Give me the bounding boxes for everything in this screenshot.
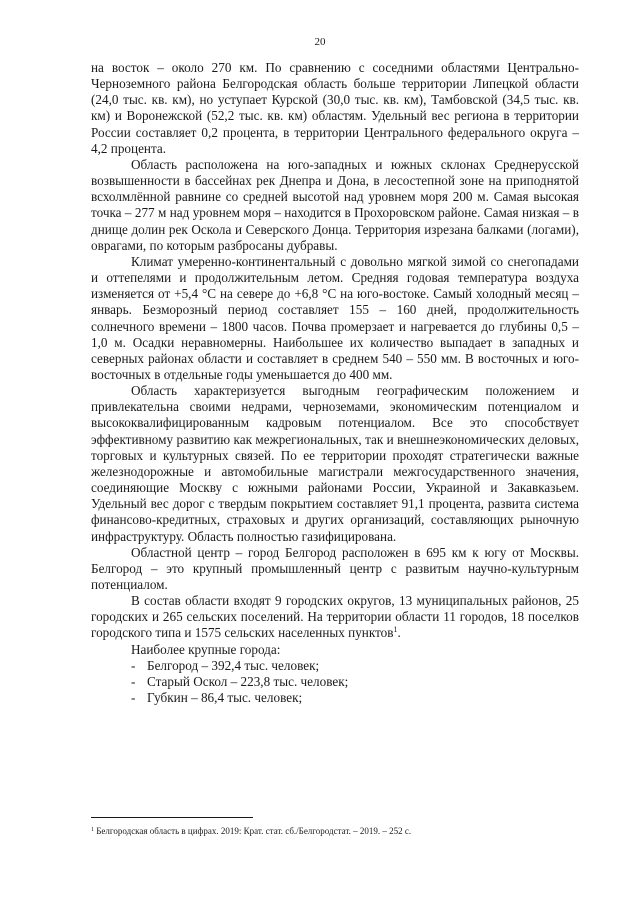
paragraph-largest-cities-heading: Наиболее крупные города: [131, 641, 281, 657]
footnote-text: Белгородская область в цифрах. 2019: Крат. стат. сб./Белгородстат. – 2019. – 252 с. [94, 826, 412, 836]
list-dash: - [131, 690, 136, 706]
footnote-separator [91, 817, 253, 818]
period-mark: . [397, 625, 401, 641]
paragraph-climate: Климат умеренно-континентальный с довольно мягкой зимой со снегопадами и оттепелями и продолжительным летом. Средняя годовая температура воздуха изменяется от +5,4 °С на севере до +6,8 °С на юго-востоке. Самый холодный месяц – январь. Безморозный период составляет 155 – 160 дней, продолжительность солнечного времени – 1800 часов. Почва промерзает и нагревается до глубины 0,5 – 1,0 м. Осадки неравномерны. Наибольшее их количество выпадает в западных и северных районах области и составляет в среднем 540 – 550 мм. В восточных и юго-восточных в отдельные годы уменьшается до 400 мм. [91, 253, 579, 382]
footnote-marker: 1 [91, 827, 94, 833]
paragraph-administrative-division [91, 593, 579, 641]
paragraph-regional-center: Областной центр – город Белгород расположен в 695 км к югу от Москвы. Белгород – это крупный промышленный центр с развитым научно-культурным потенциалом. [91, 544, 579, 592]
list-item [91, 690, 579, 706]
footnote-reference: 1 [393, 625, 398, 635]
list-item [91, 674, 579, 690]
footnote [91, 826, 579, 837]
list-item-text: Белгород – 392,4 тыс. человек; [147, 657, 320, 673]
list-item [91, 658, 579, 674]
list-dash: - [131, 673, 136, 689]
page-number: 20 [314, 36, 326, 48]
document-body [91, 60, 579, 706]
list-item-text: Губкин – 86,4 тыс. человек; [147, 690, 303, 706]
administrative-division-text: В состав области входят 9 городских округов, 13 муниципальных районов, 25 городских и 265 сельских поселений. На территории области 11 городов, 18 поселков городского типа и 1575 сельских населенных пунктов [91, 593, 579, 641]
paragraph-geography: Область расположена на юго-западных и южных склонах Среднерусской возвышенности в бассейнах рек Днепра и Дона, в лесостепной зоне на приподнятой всхолмлённой равнине со средней высотой над уровнем моря 200 м. Самая высокая точка – 277 м над уровнем моря – находится в Прохоровском районе. Самая низкая – в днище долин рек Оскола и Северского Донца. Территория изрезана балками (логами), оврагами, по которым разбросаны дубравы. [91, 156, 579, 253]
paragraph-economy: Область характеризуется выгодным географическим положением и привлекательна своими недрами, черноземами, экономическим потенциалом и высококвалифицированным кадровым потенциалом. Все это способствует эффективному развитию как межрегиональных, так и внешнеэкономических деловых, торговых и культурных связей. По ее территории проходят стратегически важные железнодорожные и автомобильные магистрали межгосударственного значения, соединяющие Москву с южными районами России, Украиной и Закавказьем. Удельный вес дорог с твердым покрытием составляет 91,1 процента, развита система финансово-кредитных, страховых и других организаций, составляющих рыночную инфраструктуру. Область полностью газифицирована. [91, 383, 579, 544]
list-dash: - [131, 657, 136, 673]
list-item-text: Старый Оскол – 223,8 тыс. человек; [147, 673, 349, 689]
paragraph-area-comparison: на восток – около 270 км. По сравнению с соседними областями Центрально-Черноземного района Белгородская область больше территории Липецкой области (24,0 тыс. кв. км), но уступает Курской (30,0 тыс. кв. км), Тамбовской (34,5 тыс. кв. км) и Воронежской (52,2 тыс. кв. км) областям. Удельный вес региона в территории России составляет 0,2 процента, в территории Центрального федерального округа – 4,2 процента. [91, 60, 579, 156]
largest-cities-list [91, 658, 579, 706]
